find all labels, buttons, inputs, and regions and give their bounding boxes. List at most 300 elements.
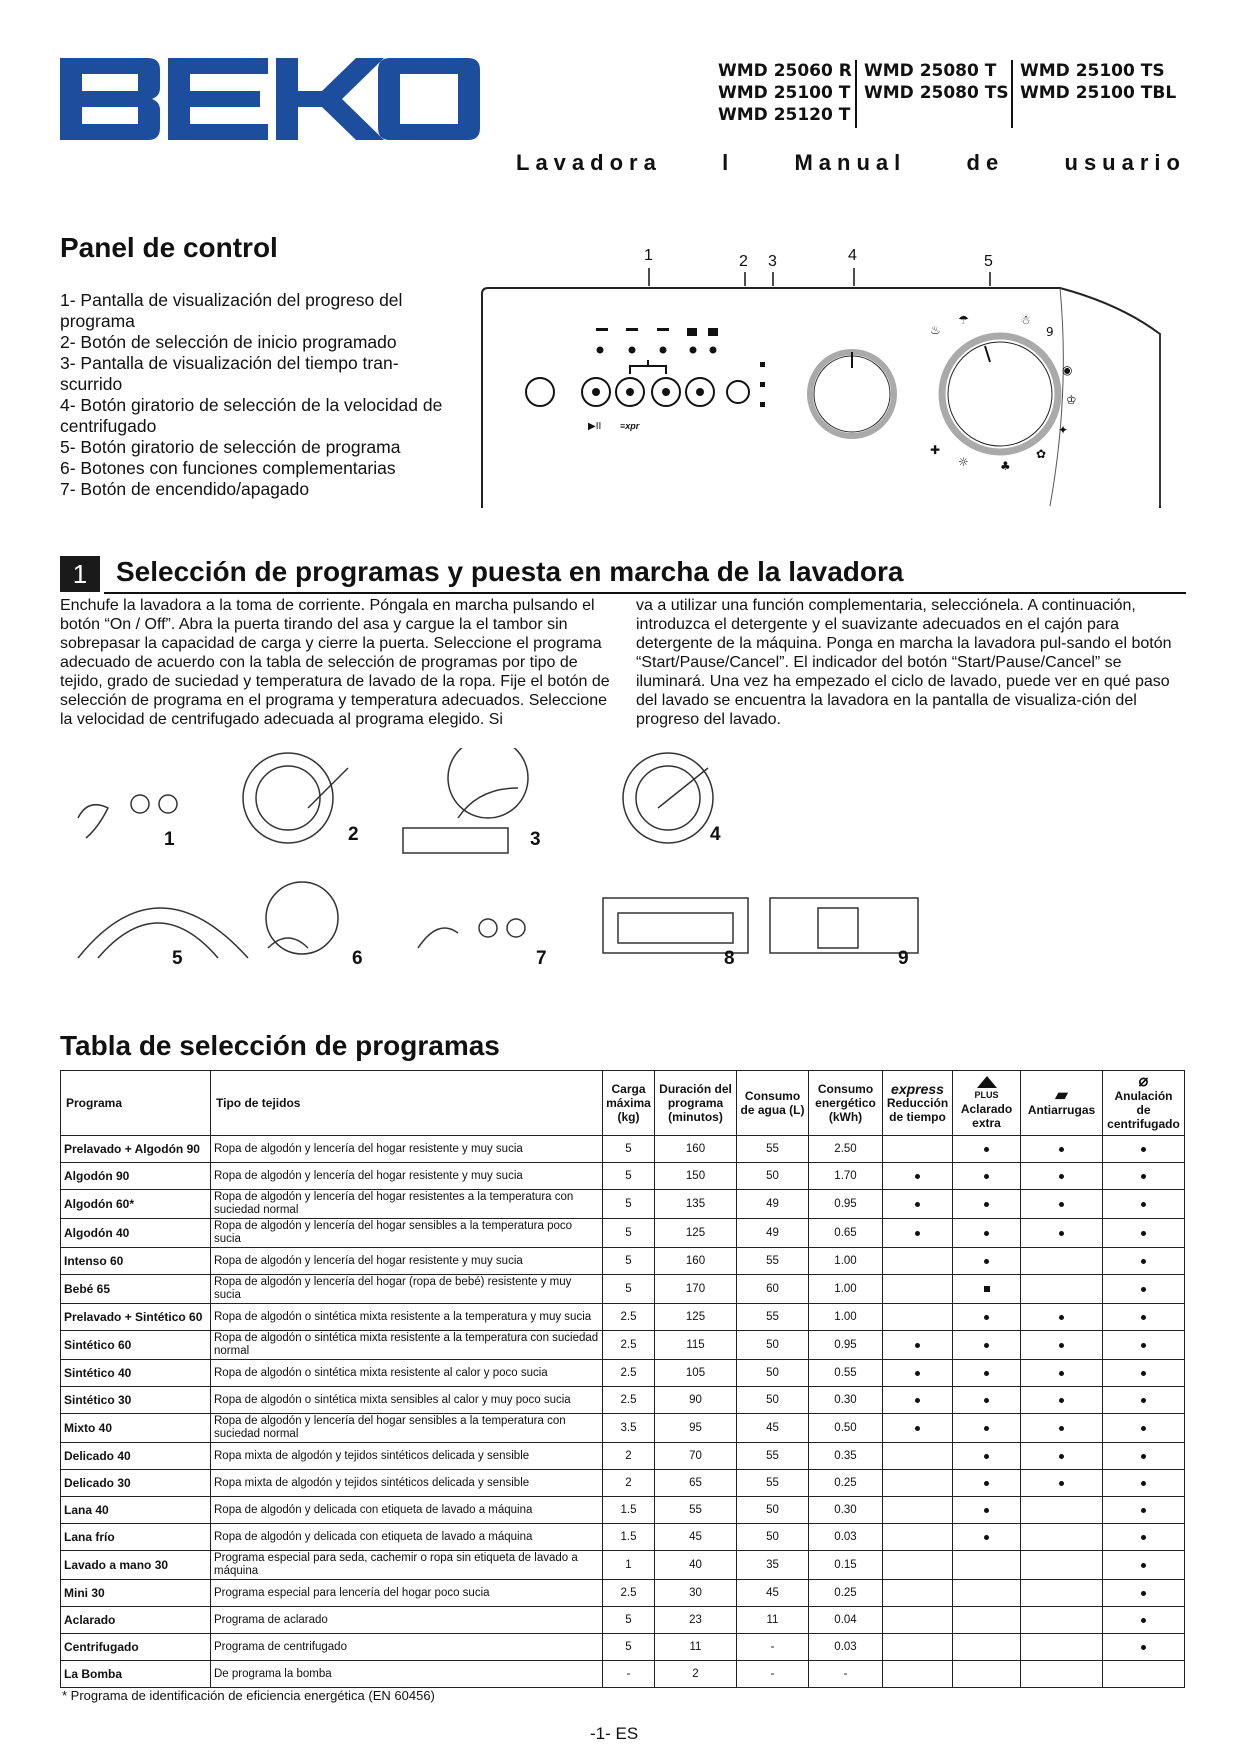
table-row <box>61 1497 1185 1524</box>
header-tipo: Tipo de tejidos <box>211 1071 603 1136</box>
cell-antiarrugas <box>1021 1580 1103 1607</box>
cell-aclarado <box>953 1661 1021 1688</box>
cell-express <box>883 1661 953 1688</box>
cell-agua: 55 <box>737 1470 809 1497</box>
cell-tipo: De programa la bomba <box>211 1661 603 1688</box>
dot-mark <box>984 1343 989 1348</box>
cell-energia: 1.00 <box>809 1304 883 1331</box>
cell-agua: - <box>737 1634 809 1661</box>
cell-carga: 2.5 <box>603 1331 655 1360</box>
cell-antiarrugas <box>1021 1634 1103 1661</box>
cell-agua: 50 <box>737 1331 809 1360</box>
cell-agua: 50 <box>737 1387 809 1414</box>
cell-express <box>883 1414 953 1443</box>
dot-mark <box>1141 1202 1146 1207</box>
cell-express <box>883 1524 953 1551</box>
dot-mark <box>1141 1618 1146 1623</box>
cell-express <box>883 1219 953 1248</box>
cell-agua: 49 <box>737 1190 809 1219</box>
svg-text:☼: ☼ <box>958 455 969 469</box>
cell-programa: Lana frío <box>61 1524 211 1551</box>
cell-duracion: 65 <box>655 1470 737 1497</box>
dot-mark <box>984 1231 989 1236</box>
cell-programa: Sintético 60 <box>61 1331 211 1360</box>
table-row <box>61 1443 1185 1470</box>
cell-carga: 5 <box>603 1219 655 1248</box>
dot-mark <box>1059 1315 1064 1320</box>
cell-duracion: 11 <box>655 1634 737 1661</box>
section-rule <box>104 592 1186 594</box>
dot-mark <box>984 1259 989 1264</box>
cell-aclarado <box>953 1360 1021 1387</box>
dot-mark <box>984 1371 989 1376</box>
cell-duracion: 170 <box>655 1275 737 1304</box>
cell-anulacion <box>1103 1607 1185 1634</box>
cell-agua: 50 <box>737 1360 809 1387</box>
cell-duracion: 40 <box>655 1551 737 1580</box>
table-header-row <box>61 1071 1185 1136</box>
cell-agua: - <box>737 1661 809 1688</box>
cell-antiarrugas <box>1021 1163 1103 1190</box>
section-paragraph-right: va a utilizar una función complementaria, selecciónela. A continuación, introduzca el detergente y el suavizante adecuados en el cajón para detergente de la máquina. Ponga en marcha la lavadora pul-sando el botón “Start/Pause/Cancel”. El indicador del botón “Start/Pause/Cancel” se iluminará. Una vez ha empezado el ciclo de lavado, puede ver en qué paso del lavado se encuentra la lavadora en la pantalla de visualiza-ción del progreso del lavado. <box>636 597 1172 728</box>
cell-duracion: 90 <box>655 1387 737 1414</box>
panel-title: Panel de control <box>60 232 278 263</box>
section-number: 1 <box>60 556 100 592</box>
cell-express <box>883 1634 953 1661</box>
cell-programa: Algodón 60* <box>61 1190 211 1219</box>
table-row <box>61 1163 1185 1190</box>
cell-carga: 5 <box>603 1163 655 1190</box>
cell-energia: 0.95 <box>809 1190 883 1219</box>
cell-energia: 2.50 <box>809 1136 883 1163</box>
callout-1: 1 <box>644 247 653 264</box>
model-column-3: WMD 25100 TS WMD 25100 TBL <box>1020 61 1177 103</box>
cell-aclarado <box>953 1524 1021 1551</box>
svg-text:♨: ♨ <box>930 323 941 337</box>
cell-express <box>883 1163 953 1190</box>
cell-programa: Prelavado + Sintético 60 <box>61 1304 211 1331</box>
cell-programa: Aclarado <box>61 1607 211 1634</box>
cell-antiarrugas <box>1021 1497 1103 1524</box>
table-row <box>61 1387 1185 1414</box>
cell-anulacion <box>1103 1414 1185 1443</box>
program-table <box>60 1070 1185 1688</box>
header-carga: Carga máxima (kg) <box>603 1071 655 1136</box>
cell-energia: 0.25 <box>809 1470 883 1497</box>
cell-anulacion <box>1103 1524 1185 1551</box>
cell-tipo: Ropa de algodón y lencería del hogar sensibles a la temperatura poco sucia <box>211 1219 603 1248</box>
cell-carga: - <box>603 1661 655 1688</box>
cell-energia: 0.35 <box>809 1443 883 1470</box>
cell-aclarado <box>953 1580 1021 1607</box>
cell-aclarado <box>953 1163 1021 1190</box>
cell-tipo: Ropa mixta de algodón y tejidos sintéticos delicada y sensible <box>211 1443 603 1470</box>
cell-anulacion <box>1103 1163 1185 1190</box>
cell-anulacion <box>1103 1634 1185 1661</box>
cell-aclarado <box>953 1497 1021 1524</box>
dot-mark <box>984 1535 989 1540</box>
step-label-7: 7 <box>536 948 547 969</box>
cell-express <box>883 1304 953 1331</box>
cell-energia: 1.70 <box>809 1163 883 1190</box>
cell-duracion: 160 <box>655 1248 737 1275</box>
callout-3: 3 <box>768 253 777 270</box>
cell-programa: Lavado a mano 30 <box>61 1551 211 1580</box>
table-footnote: * Programa de identificación de eficiencia energética (EN 60456) <box>62 1688 435 1703</box>
cell-express <box>883 1551 953 1580</box>
panel-legend-item: 7- Botón de encendido/apagado <box>60 479 310 499</box>
cell-tipo: Programa de centrifugado <box>211 1634 603 1661</box>
cell-antiarrugas <box>1021 1607 1103 1634</box>
cell-express <box>883 1607 953 1634</box>
dot-mark <box>1141 1315 1146 1320</box>
cell-aclarado <box>953 1443 1021 1470</box>
dot-mark <box>915 1174 920 1179</box>
panel-legend-item: 3- Pantalla de visualización del tiempo tran-scurrido <box>60 353 399 394</box>
dot-mark <box>915 1426 920 1431</box>
cell-duracion: 135 <box>655 1190 737 1219</box>
cell-carga: 3.5 <box>603 1414 655 1443</box>
cell-programa: Sintético 30 <box>61 1387 211 1414</box>
cell-aclarado <box>953 1248 1021 1275</box>
cell-tipo: Ropa de algodón o sintética mixta sensibles al calor y muy poco sucia <box>211 1387 603 1414</box>
cell-programa: Sintético 40 <box>61 1360 211 1387</box>
cell-agua: 45 <box>737 1414 809 1443</box>
cell-energia: 0.95 <box>809 1331 883 1360</box>
dot-mark <box>984 1147 989 1152</box>
cell-carga: 2 <box>603 1443 655 1470</box>
cell-carga: 5 <box>603 1136 655 1163</box>
cell-aclarado <box>953 1136 1021 1163</box>
cell-tipo: Ropa de algodón y lencería del hogar (ropa de bebé) resistente y muy sucia <box>211 1275 603 1304</box>
cell-duracion: 115 <box>655 1331 737 1360</box>
step-label-3: 3 <box>530 829 541 850</box>
cell-express <box>883 1275 953 1304</box>
dot-mark <box>1141 1535 1146 1540</box>
cell-antiarrugas <box>1021 1219 1103 1248</box>
cell-anulacion <box>1103 1497 1185 1524</box>
cell-energia: 1.00 <box>809 1275 883 1304</box>
cell-tipo: Ropa de algodón o sintética mixta resistente a la temperatura con suciedad normal <box>211 1331 603 1360</box>
cell-anulacion <box>1103 1580 1185 1607</box>
table-row <box>61 1136 1185 1163</box>
table-row <box>61 1304 1185 1331</box>
document-subtitle: Lavadora l Manual de usuario <box>516 150 1186 175</box>
express-icon: express <box>891 1081 944 1097</box>
cell-energia: 0.25 <box>809 1580 883 1607</box>
cell-anulacion <box>1103 1190 1185 1219</box>
cell-aclarado <box>953 1331 1021 1360</box>
control-panel-diagram <box>480 244 1190 514</box>
svg-text:☃: ☃ <box>1020 313 1031 327</box>
cell-energia: 0.55 <box>809 1360 883 1387</box>
cell-anulacion <box>1103 1551 1185 1580</box>
cell-tipo: Ropa de algodón y delicada con etiqueta de lavado a máquina <box>211 1524 603 1551</box>
cell-tipo: Ropa mixta de algodón y tejidos sintéticos delicada y sensible <box>211 1470 603 1497</box>
cell-duracion: 2 <box>655 1661 737 1688</box>
dot-mark <box>1141 1231 1146 1236</box>
cell-express <box>883 1497 953 1524</box>
cell-anulacion <box>1103 1219 1185 1248</box>
svg-text:≡xpr: ≡xpr <box>620 421 640 431</box>
cell-carga: 5 <box>603 1190 655 1219</box>
cell-antiarrugas <box>1021 1524 1103 1551</box>
cell-antiarrugas <box>1021 1387 1103 1414</box>
cell-agua: 50 <box>737 1524 809 1551</box>
cell-tipo: Programa de aclarado <box>211 1607 603 1634</box>
table-row <box>61 1524 1185 1551</box>
cell-express <box>883 1360 953 1387</box>
panel-legend-item: 2- Botón de selección de inicio programado <box>60 332 397 352</box>
dot-mark <box>1141 1371 1146 1376</box>
table-row <box>61 1470 1185 1497</box>
table-row <box>61 1248 1185 1275</box>
dot-mark <box>1141 1481 1146 1486</box>
cell-energia: 0.03 <box>809 1634 883 1661</box>
step-label-5: 5 <box>172 948 183 969</box>
cell-tipo: Programa especial para lencería del hogar poco sucia <box>211 1580 603 1607</box>
dot-mark <box>915 1202 920 1207</box>
dot-mark <box>984 1426 989 1431</box>
cell-carga: 2.5 <box>603 1580 655 1607</box>
square-mark <box>984 1286 990 1292</box>
page-number: -1- ES <box>590 1724 639 1743</box>
dot-mark <box>984 1202 989 1207</box>
cell-tipo: Programa especial para seda, cachemir o ropa sin etiqueta de lavado a máquina <box>211 1551 603 1580</box>
cell-tipo: Ropa de algodón y lencería del hogar sensibles a la temperatura con suciedad normal <box>211 1414 603 1443</box>
callout-2: 2 <box>739 253 748 270</box>
svg-text:9: 9 <box>1046 325 1054 339</box>
cell-express <box>883 1331 953 1360</box>
dot-mark <box>915 1398 920 1403</box>
dot-mark <box>915 1343 920 1348</box>
cell-anulacion <box>1103 1387 1185 1414</box>
header-express: express Reducción de tiempo <box>883 1071 953 1136</box>
cell-agua: 35 <box>737 1551 809 1580</box>
cell-anulacion <box>1103 1661 1185 1688</box>
table-row <box>61 1551 1185 1580</box>
cell-agua: 49 <box>737 1219 809 1248</box>
cell-tipo: Ropa de algodón y delicada con etiqueta de lavado a máquina <box>211 1497 603 1524</box>
dot-mark <box>1059 1371 1064 1376</box>
cell-energia: 0.30 <box>809 1387 883 1414</box>
cell-energia: 0.04 <box>809 1607 883 1634</box>
section-title: Selección de programas y puesta en marcha de la lavadora <box>116 556 904 587</box>
svg-text:◉: ◉ <box>1062 363 1073 377</box>
cell-duracion: 125 <box>655 1219 737 1248</box>
model-separator <box>1011 60 1013 128</box>
dot-mark <box>1059 1481 1064 1486</box>
cell-programa: Delicado 40 <box>61 1443 211 1470</box>
step-label-8: 8 <box>724 948 735 969</box>
cell-antiarrugas <box>1021 1551 1103 1580</box>
cell-aclarado <box>953 1551 1021 1580</box>
header-energia: Consumo energético (kWh) <box>809 1071 883 1136</box>
dot-mark <box>1141 1174 1146 1179</box>
panel-legend-item: 6- Botones con funciones complementarias <box>60 458 396 478</box>
cell-programa: Prelavado + Algodón 90 <box>61 1136 211 1163</box>
model-separator <box>855 60 857 128</box>
cell-anulacion <box>1103 1360 1185 1387</box>
svg-text:♣: ♣ <box>1000 459 1011 473</box>
dot-mark <box>984 1398 989 1403</box>
cell-express <box>883 1248 953 1275</box>
cell-programa: Bebé 65 <box>61 1275 211 1304</box>
dot-mark <box>1059 1426 1064 1431</box>
model-column-1: WMD 25060 R WMD 25100 T WMD 25120 T <box>718 61 852 125</box>
cell-antiarrugas <box>1021 1414 1103 1443</box>
cell-carga: 2.5 <box>603 1387 655 1414</box>
cell-programa: Centrifugado <box>61 1634 211 1661</box>
panel-legend-item: 4- Botón giratorio de selección de la velocidad de centrifugado <box>60 395 443 436</box>
callout-4: 4 <box>848 247 857 264</box>
cell-antiarrugas <box>1021 1136 1103 1163</box>
cell-tipo: Ropa de algodón y lencería del hogar resistentes a la temperatura con suciedad normal <box>211 1190 603 1219</box>
table-row <box>61 1190 1185 1219</box>
cell-anulacion <box>1103 1304 1185 1331</box>
panel-legend-item: 1- Pantalla de visualización del progreso del programa <box>60 290 403 331</box>
iron-icon: ▰ <box>1055 1087 1068 1104</box>
cell-aclarado <box>953 1219 1021 1248</box>
cell-carga: 2.5 <box>603 1360 655 1387</box>
cell-energia: - <box>809 1661 883 1688</box>
table-row <box>61 1331 1185 1360</box>
cell-tipo: Ropa de algodón y lencería del hogar resistente y muy sucia <box>211 1248 603 1275</box>
cell-carga: 5 <box>603 1248 655 1275</box>
cell-aclarado <box>953 1275 1021 1304</box>
cell-energia: 0.30 <box>809 1497 883 1524</box>
cell-aclarado <box>953 1304 1021 1331</box>
table-title: Tabla de selección de programas <box>60 1030 500 1061</box>
cell-express <box>883 1470 953 1497</box>
cell-duracion: 125 <box>655 1304 737 1331</box>
cell-tipo: Ropa de algodón o sintética mixta resistente a la temperatura y muy sucia <box>211 1304 603 1331</box>
svg-text:♔: ♔ <box>1066 393 1077 407</box>
cell-programa: La Bomba <box>61 1661 211 1688</box>
cell-express <box>883 1190 953 1219</box>
cell-antiarrugas <box>1021 1275 1103 1304</box>
header-agua: Consumo de agua (L) <box>737 1071 809 1136</box>
cell-agua: 55 <box>737 1136 809 1163</box>
cell-anulacion <box>1103 1443 1185 1470</box>
header-anulacion: ⌀ Anulación de centrifugado <box>1103 1071 1185 1136</box>
table-row <box>61 1607 1185 1634</box>
cell-anulacion <box>1103 1248 1185 1275</box>
header-duracion: Duración del programa (minutos) <box>655 1071 737 1136</box>
dot-mark <box>1059 1147 1064 1152</box>
dot-mark <box>1059 1202 1064 1207</box>
cell-tipo: Ropa de algodón y lencería del hogar resistente y muy sucia <box>211 1136 603 1163</box>
step-label-1: 1 <box>164 829 175 850</box>
cell-antiarrugas <box>1021 1470 1103 1497</box>
cell-duracion: 30 <box>655 1580 737 1607</box>
cell-agua: 11 <box>737 1607 809 1634</box>
dot-mark <box>1141 1563 1146 1568</box>
cell-anulacion <box>1103 1470 1185 1497</box>
table-row <box>61 1275 1185 1304</box>
table-row <box>61 1414 1185 1443</box>
dot-mark <box>1059 1174 1064 1179</box>
header-aclarado: PLUS Aclarado extra <box>953 1071 1021 1136</box>
cell-programa: Mixto 40 <box>61 1414 211 1443</box>
dot-mark <box>1141 1508 1146 1513</box>
dot-mark <box>915 1231 920 1236</box>
cell-carga: 5 <box>603 1607 655 1634</box>
cell-antiarrugas <box>1021 1190 1103 1219</box>
svg-text:☂: ☂ <box>958 313 969 327</box>
model-column-2: WMD 25080 T WMD 25080 TS <box>864 61 1009 103</box>
cell-express <box>883 1387 953 1414</box>
dot-mark <box>984 1454 989 1459</box>
dot-mark <box>1059 1454 1064 1459</box>
cell-express <box>883 1136 953 1163</box>
cell-duracion: 45 <box>655 1524 737 1551</box>
dot-mark <box>915 1371 920 1376</box>
cell-anulacion <box>1103 1331 1185 1360</box>
cell-duracion: 55 <box>655 1497 737 1524</box>
dot-mark <box>1141 1287 1146 1292</box>
cell-duracion: 105 <box>655 1360 737 1387</box>
dot-mark <box>1059 1231 1064 1236</box>
cell-antiarrugas <box>1021 1248 1103 1275</box>
cell-carga: 2 <box>603 1470 655 1497</box>
cell-aclarado <box>953 1414 1021 1443</box>
dot-mark <box>1141 1343 1146 1348</box>
header-programa: Programa <box>61 1071 211 1136</box>
cell-anulacion <box>1103 1275 1185 1304</box>
dot-mark <box>1141 1454 1146 1459</box>
cell-agua: 45 <box>737 1580 809 1607</box>
cell-energia: 1.00 <box>809 1248 883 1275</box>
cell-energia: 0.15 <box>809 1551 883 1580</box>
cell-tipo: Ropa de algodón o sintética mixta resistente al calor y poco sucia <box>211 1360 603 1387</box>
cell-programa: Delicado 30 <box>61 1470 211 1497</box>
dot-mark <box>984 1174 989 1179</box>
cell-aclarado <box>953 1634 1021 1661</box>
header-antiarrugas: ▰ Antiarrugas <box>1021 1071 1103 1136</box>
dot-mark <box>1141 1398 1146 1403</box>
cell-agua: 50 <box>737 1497 809 1524</box>
cell-programa: Lana 40 <box>61 1497 211 1524</box>
step-label-6: 6 <box>352 948 363 969</box>
cell-express <box>883 1443 953 1470</box>
cell-aclarado <box>953 1387 1021 1414</box>
step-illustrations <box>58 748 958 978</box>
cell-agua: 50 <box>737 1163 809 1190</box>
cell-duracion: 70 <box>655 1443 737 1470</box>
svg-text:▶II: ▶II <box>588 421 602 432</box>
cell-aclarado <box>953 1190 1021 1219</box>
cell-programa: Intenso 60 <box>61 1248 211 1275</box>
dot-mark <box>984 1315 989 1320</box>
step-label-9: 9 <box>898 948 909 969</box>
cell-duracion: 23 <box>655 1607 737 1634</box>
cell-agua: 55 <box>737 1443 809 1470</box>
svg-text:✚: ✚ <box>930 443 941 457</box>
svg-text:✿: ✿ <box>1036 447 1047 461</box>
cell-carga: 1 <box>603 1551 655 1580</box>
cell-antiarrugas <box>1021 1443 1103 1470</box>
step-label-4: 4 <box>710 824 721 845</box>
dot-mark <box>984 1508 989 1513</box>
cell-duracion: 160 <box>655 1136 737 1163</box>
cell-aclarado <box>953 1607 1021 1634</box>
table-row <box>61 1661 1185 1688</box>
cell-antiarrugas <box>1021 1304 1103 1331</box>
section-paragraph-left: Enchufe la lavadora a la toma de corriente. Póngala en marcha pulsando el botón “On / Off”. Abra la puerta tirando del asa y cargue la el tambor sin sobrepasar la capacidad de carga y cierre la puerta. Seleccione el programa adecuado de acuerdo con la tabla de selección de programas por tipo de tejido, grado de suciedad y temperatura de lavado de la ropa. Fije el botón de selección de programa en el programa y temperatura adecuados. Seleccione la velocidad de centrifugado adecuada al programa elegido. Si <box>60 597 610 728</box>
dot-mark <box>1059 1398 1064 1403</box>
cell-duracion: 150 <box>655 1163 737 1190</box>
